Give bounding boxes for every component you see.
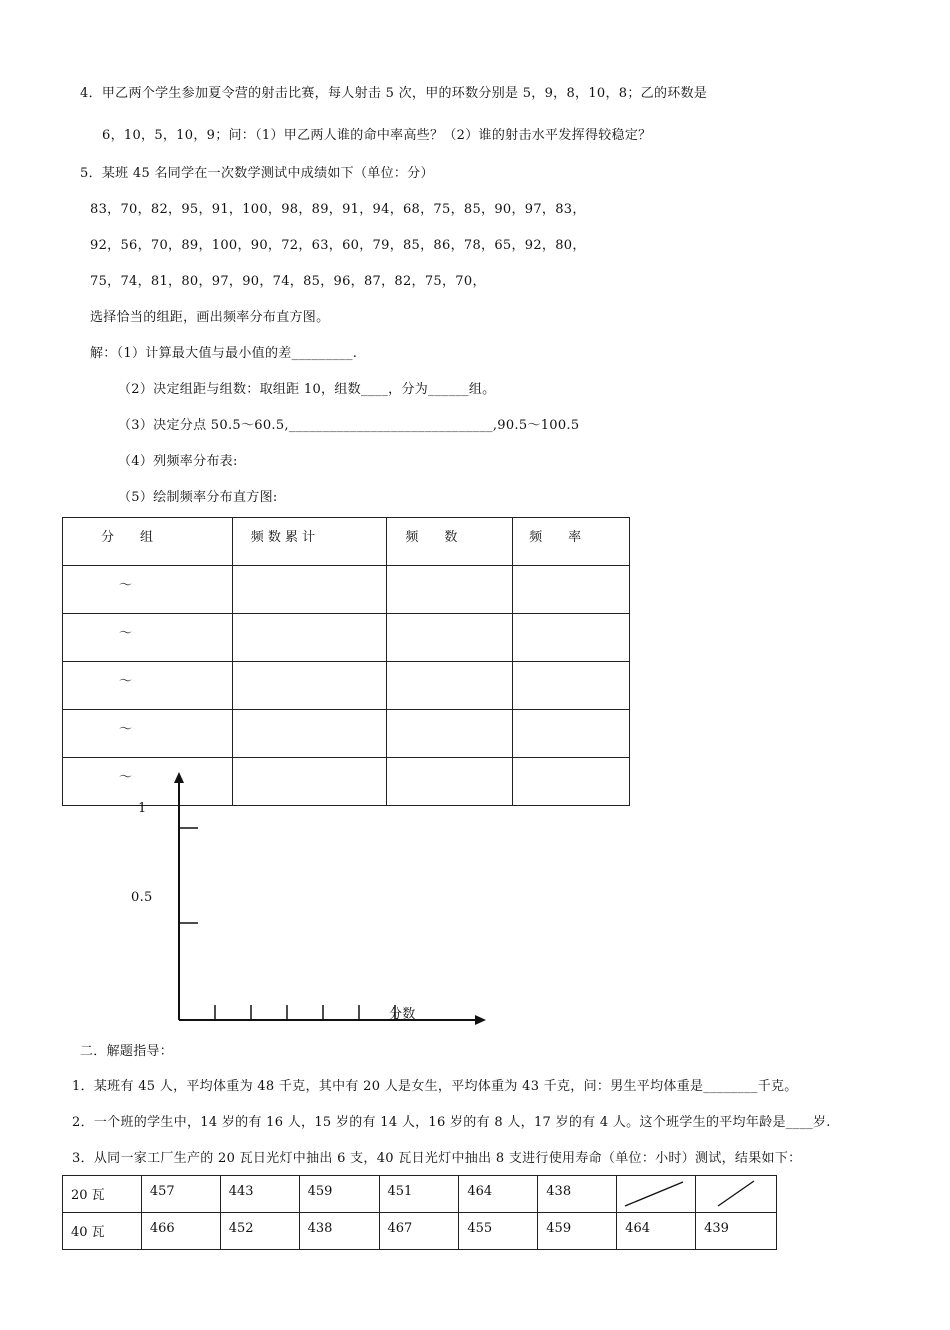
- header-tally: 频 数 累 计: [232, 518, 387, 566]
- value-cell: 457: [141, 1176, 220, 1213]
- tally-cell[interactable]: [232, 710, 387, 758]
- section2-p2: 2．一个班的学生中，14 岁的有 16 人，15 岁的有 14 人，16 岁的有 8 人，17 岁的有 4 人。这个班学生的平均年龄是____岁.: [72, 1115, 831, 1130]
- table-row-20w: [63, 1176, 777, 1213]
- q5-step-4: （4）列频率分布表:: [118, 454, 238, 469]
- q5-scores-line2: 92，56，70，89，100，90，72，63，60，79，85，86，78，65，92，80，: [90, 238, 586, 253]
- freq-cell[interactable]: [513, 758, 630, 806]
- q5-step-5: （5）绘制频率分布直方图:: [118, 490, 278, 505]
- lifespan-table: [62, 1175, 777, 1250]
- q5-title: 5．某班 45 名同学在一次数学测试中成绩如下（单位：分）: [80, 166, 434, 181]
- header-count: 频 数: [387, 518, 513, 566]
- table-row: [63, 662, 630, 710]
- tally-cell[interactable]: [232, 662, 387, 710]
- value-cell: 466: [141, 1213, 220, 1250]
- diagonal-slash-icon: [696, 1176, 777, 1213]
- value-cell: 452: [220, 1213, 299, 1250]
- freq-cell[interactable]: [513, 710, 630, 758]
- y-label-1: 1: [138, 801, 147, 816]
- q5-scores-line3: 75，74，81，80，97，90，74，85，96，87，82，75，70，: [90, 274, 486, 289]
- q5-step-3: （3）决定分点 50.5～60.5,______________________________,90.5～100.5: [118, 418, 580, 433]
- header-frequency: 频 率: [513, 518, 630, 566]
- q4-line1: 4．甲乙两个学生参加夏令营的射击比赛，每人射击 5 次，甲的环数分别是 5，9，8，10，8；乙的环数是: [80, 86, 708, 101]
- section2-heading: 二．解题指导：: [80, 1044, 174, 1059]
- value-cell: 464: [617, 1213, 696, 1250]
- group-cell[interactable]: ～: [63, 662, 233, 710]
- count-cell[interactable]: [387, 566, 513, 614]
- freq-cell[interactable]: [513, 662, 630, 710]
- section2-p3: 3．从同一家工厂生产的 20 瓦日光灯中抽出 6 支，40 瓦日光灯中抽出 8 支进行使用寿命（单位：小时）测试，结果如下：: [72, 1151, 802, 1166]
- q5-scores-line1: 83，70，82，95，91，100，98，89，91，94，68，75，85，90，97，83，: [90, 202, 586, 217]
- q4-line2: 6，10，5，10，9；问：（1）甲乙两人谁的命中率高些？（2）谁的射击水平发挥得较稳定？: [102, 128, 652, 143]
- table-header-row: [63, 518, 630, 566]
- count-cell[interactable]: [387, 710, 513, 758]
- value-cell: 455: [459, 1213, 538, 1250]
- freq-cell[interactable]: [513, 614, 630, 662]
- value-cell: 438: [299, 1213, 379, 1250]
- x-label: 分数: [389, 1007, 416, 1022]
- row-label: 40 瓦: [63, 1213, 142, 1250]
- value-cell: 438: [538, 1176, 617, 1213]
- empty-slash-cell: [696, 1176, 777, 1213]
- header-group: 分 组: [63, 518, 233, 566]
- value-cell: 467: [379, 1213, 459, 1250]
- diagonal-slash-icon: [617, 1176, 696, 1213]
- count-cell[interactable]: [387, 614, 513, 662]
- value-cell: 439: [696, 1213, 777, 1250]
- value-cell: 459: [538, 1213, 617, 1250]
- q5-step-1: 解：（1）计算最大值与最小值的差_________.: [90, 346, 358, 361]
- y-axis-arrow: [174, 772, 184, 783]
- table-row: [63, 566, 630, 614]
- group-cell[interactable]: ～: [63, 614, 233, 662]
- table-row: [63, 710, 630, 758]
- q5-instruction: 选择恰当的组距，画出频率分布直方图。: [90, 310, 330, 325]
- group-cell[interactable]: ～: [63, 758, 233, 806]
- value-cell: 443: [220, 1176, 299, 1213]
- table-row: [63, 614, 630, 662]
- section2-p1: 1．某班有 45 人，平均体重为 48 千克，其中有 20 人是女生，平均体重为 43 千克，问：男生平均体重是________千克。: [72, 1079, 798, 1094]
- value-cell: 459: [299, 1176, 379, 1213]
- value-cell: 464: [459, 1176, 538, 1213]
- histogram-axes: [120, 765, 500, 1035]
- table-row-40w: [63, 1213, 777, 1250]
- tally-cell[interactable]: [232, 614, 387, 662]
- group-cell[interactable]: ～: [63, 566, 233, 614]
- tally-cell[interactable]: [232, 566, 387, 614]
- y-label-0-5: 0.5: [131, 890, 153, 905]
- q5-step-2: （2）决定组距与组数：取组距 10，组数____，分为______组。: [118, 382, 496, 397]
- group-cell[interactable]: ～: [63, 710, 233, 758]
- empty-slash-cell: [617, 1176, 696, 1213]
- count-cell[interactable]: [387, 662, 513, 710]
- row-label: 20 瓦: [63, 1176, 142, 1213]
- value-cell: 451: [379, 1176, 459, 1213]
- frequency-table: [62, 517, 630, 806]
- x-axis-arrow: [475, 1015, 486, 1025]
- freq-cell[interactable]: [513, 566, 630, 614]
